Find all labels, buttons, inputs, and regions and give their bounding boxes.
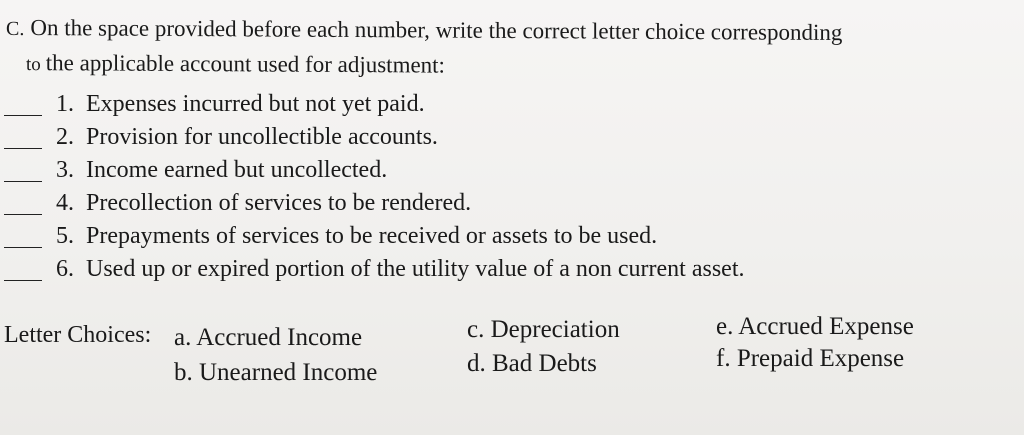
section-marker: C.	[6, 17, 25, 41]
question-item-1	[0, 88, 900, 121]
choice-c: c. Depreciation	[467, 316, 620, 343]
letter-choices-label: Letter Choices:	[4, 322, 152, 348]
question-text: Used up or expired portion of the utility value of a non current asset.	[86, 256, 745, 282]
choice-a: a. Accrued Income	[174, 324, 363, 351]
instructions	[6, 11, 1018, 87]
question-text: Income earned but uncollected.	[86, 157, 388, 183]
question-number: 3.	[56, 157, 74, 183]
question-text: Precollection of services to be rendered.	[86, 190, 472, 216]
answer-blank-3[interactable]	[4, 181, 42, 182]
answer-blank-2[interactable]	[4, 148, 42, 149]
instruction-prefix: to	[26, 54, 41, 76]
question-number: 2.	[56, 124, 74, 150]
question-text: Expenses incurred but not yet paid.	[86, 91, 425, 117]
instruction-text-2: the applicable account used for adjustment:	[45, 50, 445, 78]
choice-f: f. Prepaid Expense	[716, 345, 905, 372]
question-text: Prepayments of services to be received or assets to be used.	[86, 223, 658, 249]
question-number: 1.	[56, 91, 74, 117]
question-item-2	[0, 121, 900, 154]
answer-blank-6[interactable]	[4, 280, 42, 281]
answer-blank-5[interactable]	[4, 247, 42, 248]
letter-choices	[0, 312, 1024, 422]
instruction-text-1: On the space provided before each number, write the correct letter choice corresponding	[30, 15, 843, 46]
answer-blank-4[interactable]	[4, 214, 42, 215]
instruction-line-2	[6, 46, 1018, 87]
choice-b: b. Unearned Income	[174, 359, 378, 386]
question-number: 6.	[56, 256, 74, 282]
answer-blank-1[interactable]	[4, 115, 42, 116]
choice-e: e. Accrued Expense	[716, 313, 914, 340]
question-text: Provision for uncollectible accounts.	[86, 124, 438, 150]
question-number: 5.	[56, 223, 74, 249]
choice-d: d. Bad Debts	[467, 350, 597, 377]
question-item-3	[0, 154, 900, 187]
question-item-5	[0, 220, 900, 253]
question-item-4	[0, 187, 900, 220]
question-item-6	[0, 253, 900, 286]
question-list	[0, 88, 900, 286]
question-number: 4.	[56, 190, 74, 216]
